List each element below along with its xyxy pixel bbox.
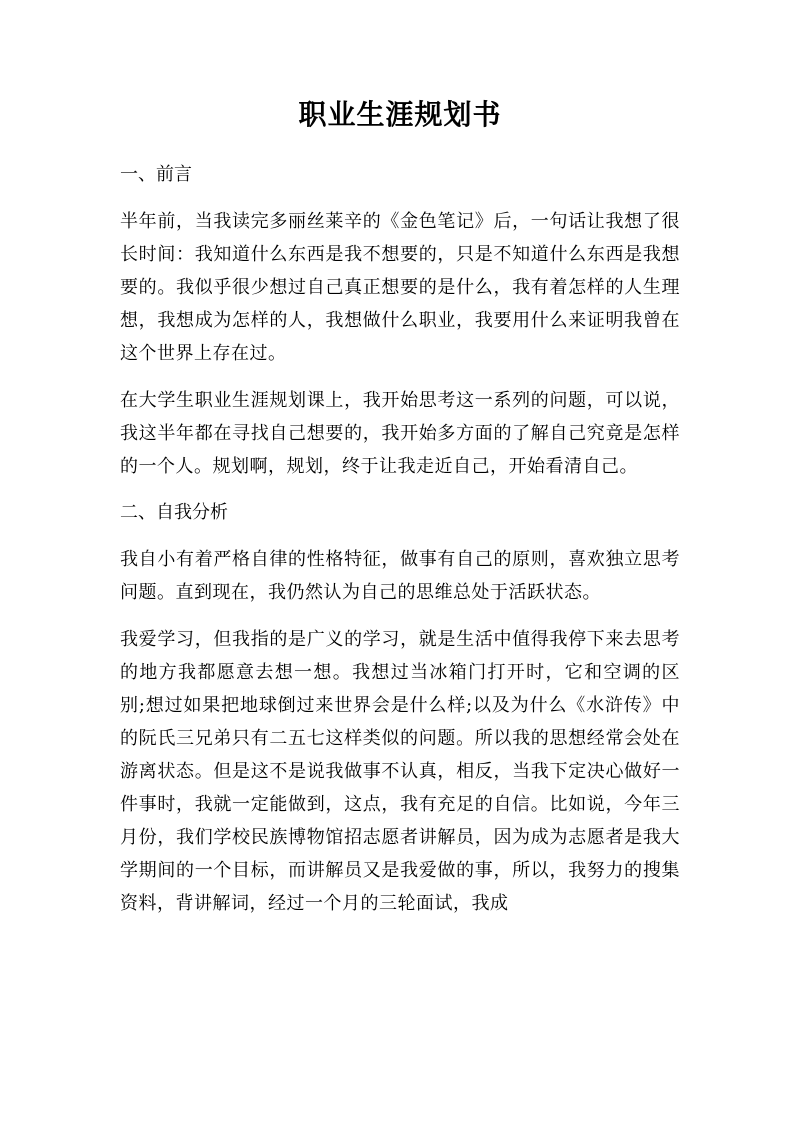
- section-heading: 二、自我分析: [120, 502, 228, 523]
- paragraph: 在大学生职业生涯规划课上，我开始思考这一系列的问题，可以说，我这半年都在寻找自己想要的，我开始多方面的了解自己究竟是怎样的一个人。规划啊，规划，终于让我走近自己，开始看清自己。: [120, 390, 680, 477]
- document-page: [120, 95, 680, 934]
- paragraph: 我爱学习，但我指的是广义的学习，就是生活中值得我停下来去思考的地方我都愿意去想一想。我想过当冰箱门打开时，它和空调的区别;想过如果把地球倒过来世界会是什么样;以及为什么《水浒传》中的阮氏三兄弟只有二五七这样类似的问题。所以我的思想经常会处在游离状态。但是这不是说我做事不认真，相反，当我下定决心做好一件事时，我就一定能做到，这点，我有充足的自信。比如说，今年三月份，我们学校民族博物馆招志愿者讲解员，因为成为志愿者是我大学期间的一个目标，而讲解员又是我爱做的事，所以，我努力的搜集资料，背讲解词，经过一个月的三轮面试，我成: [120, 629, 680, 914]
- section-preface: [120, 159, 680, 483]
- paragraph: 我自小有着严格自律的性格特征，做事有自己的原则，喜欢独立思考问题。直到现在，我仍然认为自己的思维总处于活跃状态。: [120, 549, 680, 603]
- paragraph: 半年前，当我读完多丽丝莱辛的《金色笔记》后，一句话让我想了很长时间：我知道什么东西是我不想要的，只是不知道什么东西是我想要的。我似乎很少想过自己真正想要的是什么，我有着怎样的人生理想，我想成为怎样的人，我想做什么职业，我要用什么来证明我曾在这个世界上存在过。: [120, 211, 680, 364]
- document-title: 职业生涯规划书: [298, 98, 502, 131]
- section-self-analysis: [120, 497, 680, 920]
- section-heading: 一、前言: [120, 164, 192, 185]
